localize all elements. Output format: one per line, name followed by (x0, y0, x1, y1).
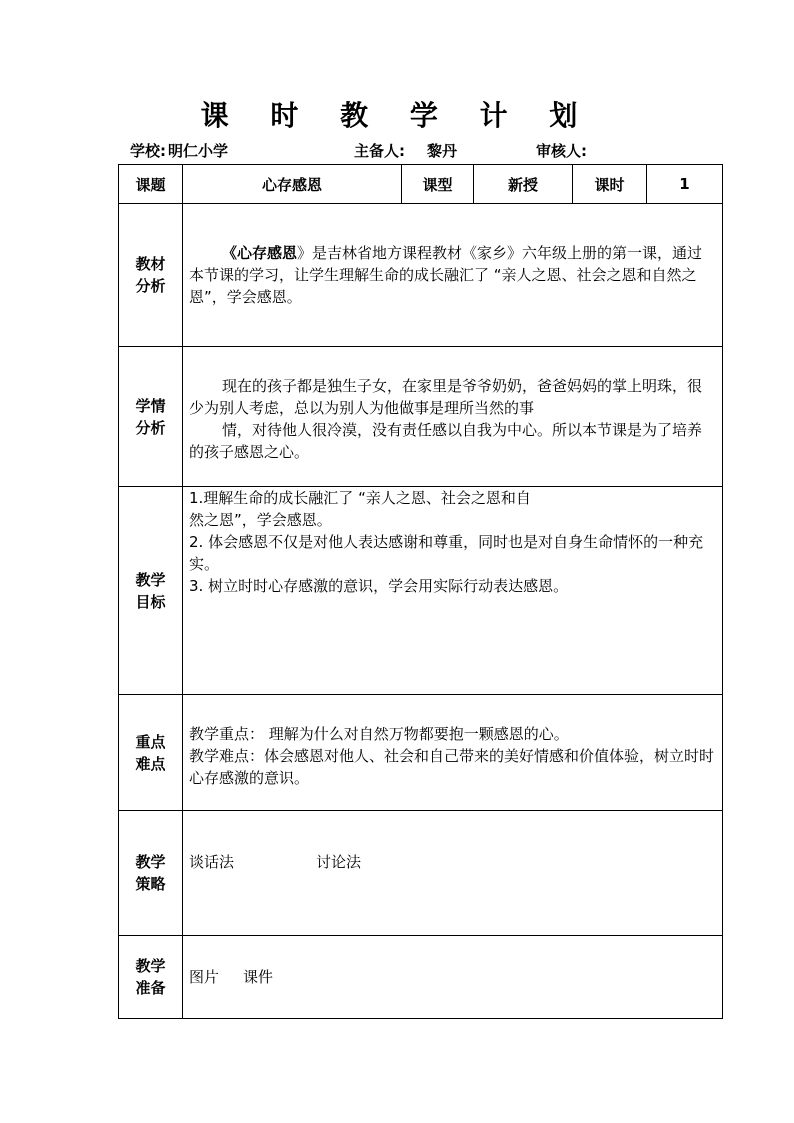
lesson-plan-table (118, 164, 723, 1019)
material-title: 《心存感恩 (222, 244, 298, 262)
teaching-prep-row (119, 936, 723, 1019)
school-label: 学校: (130, 142, 166, 160)
page-title: 课 时 教 学 计 划 (200, 99, 594, 132)
teaching-prep-label: 教学 准备 (119, 936, 183, 1019)
school-name: 明仁小学 (168, 142, 229, 160)
learner-para-2: 情，对待他人很冷漠，没有责任感以自我为中心。所以本节课是为了培养的孩子感恩之心。 (189, 421, 703, 461)
material-text: 》是吉林省地方课程教材《家乡》六年级上册的第一课，通过本节课的学习，让学生理解生命的成长融汇了 “亲人之恩、社会之恩和自然之恩”，学会感恩。 (189, 244, 703, 306)
preparer-info (354, 140, 457, 161)
material-analysis-content (183, 204, 723, 347)
header-row (119, 165, 723, 204)
goal-1b: 然之恩”，学会感恩。 (189, 511, 332, 529)
reviewer-label: 审核人: (536, 142, 587, 160)
preparer-name: 黎丹 (427, 142, 458, 160)
teaching-strategy-label: 教学 策略 (119, 811, 183, 936)
learner-para-1: 现在的孩子都是独生子女，在家里是爷爷奶奶，爸爸妈妈的掌上明珠，很少为别人考虑，总以为别人为他做事是理所当然的事 (189, 377, 703, 417)
teaching-strategy-content (183, 811, 723, 936)
teaching-prep-content (183, 936, 723, 1019)
key-points-content (183, 695, 723, 811)
type-label: 课型 (402, 165, 474, 204)
prep-item-1: 图片 (189, 968, 220, 986)
teaching-strategy-row (119, 811, 723, 936)
learner-analysis-label: 学情 分析 (119, 347, 183, 487)
difficulty-point: 教学难点：体会感恩对他人、社会和自己带来的美好情感和价值体验，树立时时心存感激的意识。 (189, 747, 715, 787)
goal-2: 2. 体会感恩不仅是对他人表达感谢和尊重，同时也是对自身生命情怀的一种充实。 (189, 533, 704, 573)
preparer-label: 主备人: (354, 142, 405, 160)
teaching-goals-content (183, 487, 723, 695)
topic-label: 课题 (119, 165, 183, 204)
key-point: 教学重点： 理解为什么对自然万物都要抱一颗感恩的心。 (189, 725, 569, 743)
type-value: 新授 (474, 165, 573, 204)
material-analysis-label: 教材 分析 (119, 204, 183, 347)
topic-value: 心存感恩 (183, 165, 402, 204)
key-points-label: 重点 难点 (119, 695, 183, 811)
goal-1a: 1.理解生命的成长融汇了 “亲人之恩、社会之恩和自 (189, 489, 531, 507)
school-info (130, 140, 228, 161)
reviewer-info (536, 140, 587, 161)
goal-3: 3. 树立时时心存感激的意识，学会用实际行动表达感恩。 (189, 577, 569, 595)
hours-value: 1 (647, 165, 723, 204)
teaching-goals-label: 教学 目标 (119, 487, 183, 695)
material-analysis-row (119, 204, 723, 347)
prep-item-2: 课件 (243, 968, 274, 986)
strategy-method-1: 谈话法 (189, 853, 235, 871)
learner-analysis-content (183, 347, 723, 487)
hours-label: 课时 (573, 165, 647, 204)
teaching-goals-row (119, 487, 723, 695)
learner-analysis-row (119, 347, 723, 487)
strategy-method-2: 讨论法 (316, 853, 362, 871)
key-points-row (119, 695, 723, 811)
